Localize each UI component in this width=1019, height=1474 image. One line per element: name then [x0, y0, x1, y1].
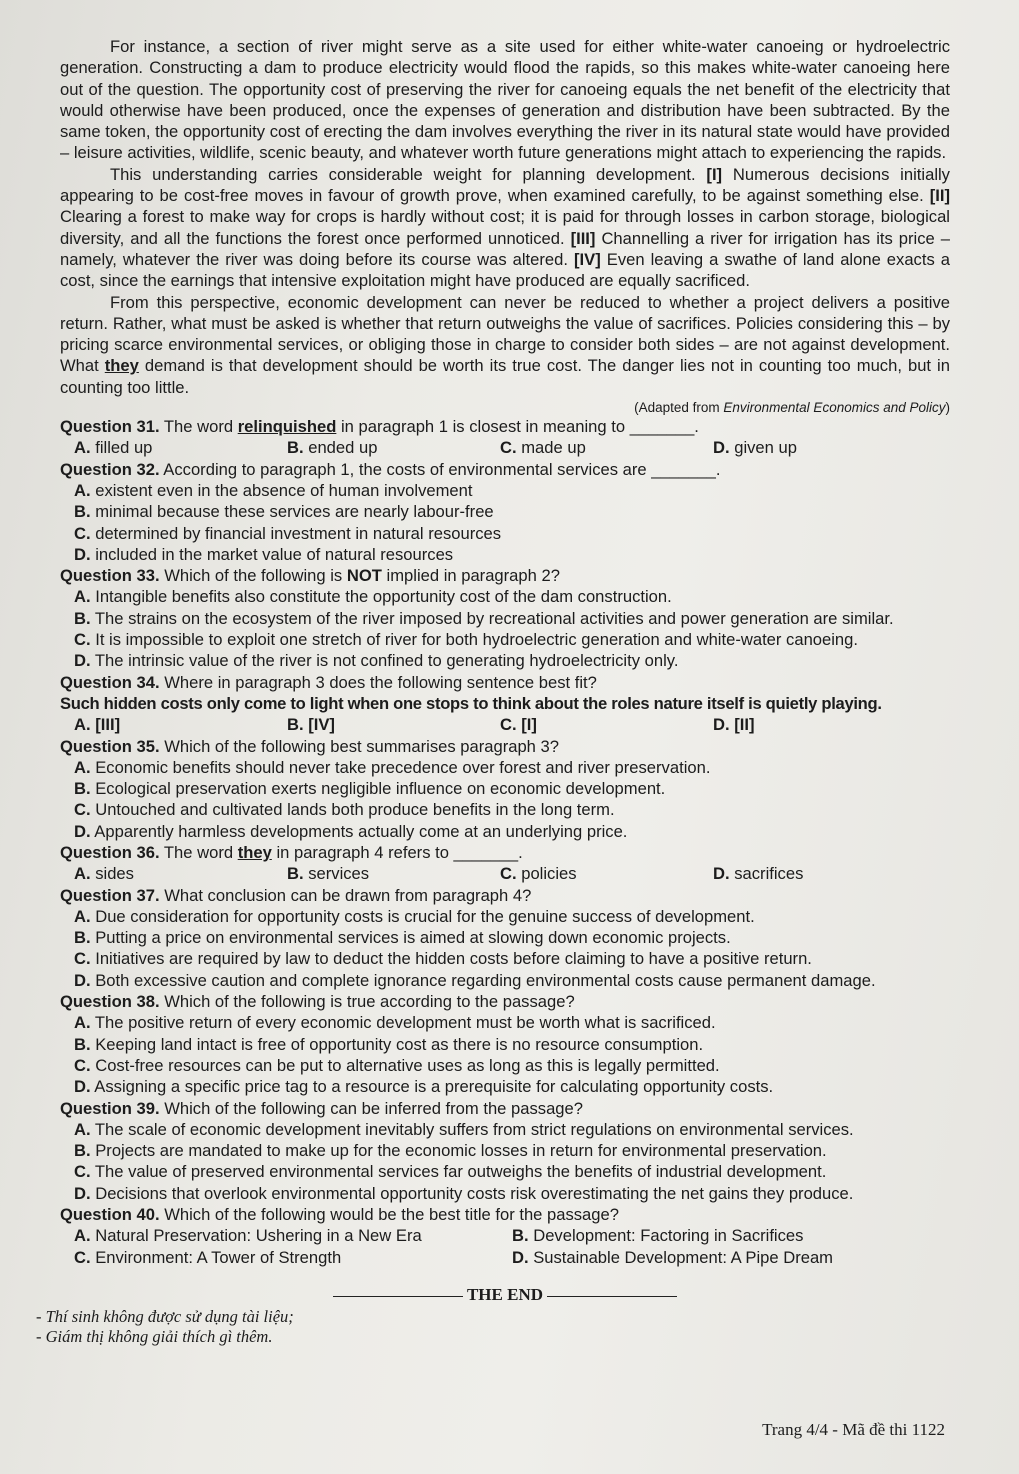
option-a[interactable]: A. Due consideration for opportunity costs is crucial for the genuine success of development.: [74, 906, 755, 926]
question-39: Question 39. Which of the following can be inferred from the passage? A. The scale of economic development inevitably suffers from strict regulations on environmental services. B. Projects are mandated to make up for the economic losses in return for environmental preservation. C. The value of preserved environmental services far outweighs the benefits of industrial development. D. Decisions that overlook environmental opportunity costs risk overestimating the net gains they produce.: [60, 1098, 950, 1204]
question-40: Question 40. Which of the following would be the best title for the passage? A. Natural Preservation: Ushering in a New Era B. Development: Factoring in Sacrifices C. Environment: A Tower of Strength D. Sustainable Development: A Pipe Dream: [60, 1204, 950, 1268]
option-c[interactable]: C. It is impossible to exploit one stretch of river for both hydroelectric generation and white-water canoeing.: [74, 630, 859, 650]
option-b[interactable]: B. Putting a price on environmental services is aimed at slowing down economic projects.: [74, 928, 731, 948]
option-b[interactable]: B. ended up: [287, 438, 378, 458]
option-b[interactable]: B. Projects are mandated to make up for the economic losses in return for environmental preservation.: [74, 1141, 827, 1161]
option-d[interactable]: D. sacrifices: [713, 864, 804, 884]
question-33: Question 33. Which of the following is NOT implied in paragraph 2? A. Intangible benefits also constitute the opportunity cost of the dam construction. B. The strains on the ecosystem of the river imposed by recreational activities and power generation are similar. C. It is impossible to exploit one stretch of river for both hydroelectric generation and white-water canoeing. D. The intrinsic value of the river is not confined to generating hydroelectricity only.: [60, 565, 950, 671]
option-b[interactable]: B. Ecological preservation exerts negligible influence on economic development.: [74, 779, 666, 799]
note-2: - Giám thị không giải thích gì thêm.: [36, 1327, 273, 1347]
option-d[interactable]: D. included in the market value of natural resources: [74, 544, 454, 564]
marker-III: [III]: [570, 228, 596, 248]
option-b[interactable]: B. services: [287, 864, 370, 884]
paragraph-2: For instance, a section of river might serve as a site used for either white-water canoeing or hydroelectric generation. Constructing a dam to produce electricity would flood the rapids, so this makes white-water canoeing here out of the question. The opportunity cost of preserving the river for canoeing equals the net benefit of the electricity that would otherwise have been produced, once the expenses of generation and distribution have been subtracted. By the same token, the opportunity cost of erecting the dam involves everything the river in its natural state would have provided – leisure activities, wildlife, scenic beauty, and whatever worth future generations might attach to experiencing the rapids.: [60, 37, 950, 163]
insert-sentence: Such hidden costs only come to light when one stops to think about the roles nature itself is quietly playing.: [60, 693, 882, 713]
option-d[interactable]: D. Sustainable Development: A Pipe Dream: [512, 1247, 833, 1267]
option-b[interactable]: B. Development: Factoring in Sacrifices: [512, 1226, 804, 1246]
option-d[interactable]: D. Decisions that overlook environmental opportunity costs risk overestimating the net gains they produce.: [74, 1183, 854, 1203]
note-1: - Thí sinh không được sử dụng tài liệu;: [36, 1307, 294, 1327]
question-31: Question 31. The word relinquished in paragraph 1 is closest in meaning to _______. A. filled up B. ended up C. made up D. given up: [60, 416, 950, 459]
option-a[interactable]: A. [III]: [74, 715, 121, 735]
option-a[interactable]: A. The positive return of every economic development must be worth what is sacrificed.: [74, 1013, 716, 1033]
page-content: [36, 36, 950, 1347]
option-b[interactable]: B. The strains on the ecosystem of the river imposed by recreational activities and power generation are similar.: [74, 608, 894, 628]
page-footer: Trang 4/4 - Mã đề thi 1122: [762, 1420, 945, 1439]
question-32: Question 32. According to paragraph 1, the costs of environmental services are _______. A. existent even in the absence of human involvement B. minimal because these services are nearly labour-free C. determined by financial investment in natural resources D. included in the market value of natural resources: [60, 459, 950, 565]
option-a[interactable]: A. Natural Preservation: Ushering in a New Era: [74, 1226, 422, 1246]
option-a[interactable]: A. The scale of economic development inevitably suffers from strict regulations on environmental services.: [74, 1119, 854, 1139]
option-a[interactable]: A. Intangible benefits also constitute the opportunity cost of the dam construction.: [74, 587, 672, 607]
source-citation: (Adapted from Environmental Economics and Policy): [634, 400, 950, 416]
question-34: Question 34. Where in paragraph 3 does the following sentence best fit? Such hidden costs only come to light when one stops to think about the roles nature itself is quietly playing. A. [III] B. [IV] C. [I] D. [II]: [60, 672, 950, 736]
option-c[interactable]: C. made up: [500, 438, 586, 458]
option-b[interactable]: B. Keeping land intact is free of opportunity cost as there is no resource consumption.: [74, 1034, 704, 1054]
option-c[interactable]: C. determined by financial investment in natural resources: [74, 523, 502, 543]
option-d[interactable]: D. Both excessive caution and complete ignorance regarding environmental costs cause permanent damage.: [74, 970, 876, 990]
option-d[interactable]: D. given up: [713, 438, 797, 458]
option-c[interactable]: C. Initiatives are required by law to deduct the hidden costs before claiming to have a positive return.: [74, 949, 812, 969]
option-d[interactable]: D. Assigning a specific price tag to a resource is a prerequisite for calculating opportunity costs.: [74, 1077, 774, 1097]
paragraph-3: This understanding carries considerable weight for planning development. [I] Numerous decisions initially appearing to be cost-free moves in favour of growth prove, when examined carefully, to be against something else. [II] Clearing a forest to make way for crops is hardly without cost; it is paid for through losses in carbon storage, biological diversity, and all the functions the forest once performed unnoticed. [III] Channelling a river for irrigation has its price – namely, whatever the river was doing before its course was altered. [IV] Even leaving a swathe of land alone exacts a cost, since the earnings that intensive exploitation might have produced are equally sacrificed.: [60, 164, 950, 291]
option-b[interactable]: B. [IV]: [287, 715, 335, 735]
keyword-they: they: [104, 356, 139, 376]
option-a[interactable]: A. filled up: [74, 438, 153, 458]
question-35: Question 35. Which of the following best summarises paragraph 3? A. Economic benefits should never take precedence over forest and river preservation. B. Ecological preservation exerts negligible influence on economic development. C. Untouched and cultivated lands both produce benefits in the long term. D. Apparently harmless developments actually come at an underlying price.: [60, 736, 950, 842]
option-c[interactable]: C. policies: [500, 864, 577, 884]
option-d[interactable]: D. The intrinsic value of the river is not confined to generating hydroelectricity only.: [74, 651, 679, 671]
option-a[interactable]: A. sides: [74, 864, 134, 884]
paragraph-4: From this perspective, economic development can never be reduced to whether a project delivers a positive return. Rather, what must be asked is whether that return outweighs the value of sacrifices. Policies considering this – by pricing scarce environmental services, or obliging those in charge to consider both sides – are not against development. What they demand is that development should be worth its true cost. The danger lies not in counting too much, but in counting too little.: [60, 292, 950, 397]
marker-II: [II]: [929, 186, 950, 206]
option-c[interactable]: C. Untouched and cultivated lands both produce benefits in the long term.: [74, 800, 615, 820]
option-a[interactable]: A. existent even in the absence of human involvement: [74, 480, 473, 500]
option-a[interactable]: A. Economic benefits should never take precedence over forest and river preservation.: [74, 757, 711, 777]
option-b[interactable]: B. minimal because these services are nearly labour-free: [74, 502, 494, 522]
question-36: Question 36. The word they in paragraph 4 refers to _______. A. sides B. services C. policies D. sacrifices: [60, 842, 950, 885]
option-d[interactable]: D. Apparently harmless developments actually come at an underlying price.: [74, 821, 628, 841]
option-c[interactable]: C. Cost-free resources can be put to alternative uses as long as this is legally permitted.: [74, 1055, 720, 1075]
option-c[interactable]: C. Environment: A Tower of Strength: [74, 1247, 342, 1267]
option-d[interactable]: D. [II]: [713, 715, 755, 735]
question-38: Question 38. Which of the following is true according to the passage? A. The positive return of every economic development must be worth what is sacrificed. B. Keeping land intact is free of opportunity cost as there is no resource consumption. C. Cost-free resources can be put to alternative uses as long as this is legally permitted. D. Assigning a specific price tag to a resource is a prerequisite for calculating opportunity costs.: [60, 991, 950, 1097]
marker-I: [I]: [706, 164, 723, 184]
exam-notes: [36, 1307, 950, 1347]
marker-IV: [IV]: [574, 249, 601, 269]
option-c[interactable]: C. [I]: [500, 715, 537, 735]
option-c[interactable]: C. The value of preserved environmental services far outweighs the benefits of industrial development.: [74, 1162, 827, 1182]
the-end-marker: THE END: [60, 1284, 950, 1305]
question-37: Question 37. What conclusion can be drawn from paragraph 4? A. Due consideration for opportunity costs is crucial for the genuine success of development. B. Putting a price on environmental services is aimed at slowing down economic projects. C. Initiatives are required by law to deduct the hidden costs before claiming to have a positive return. D. Both excessive caution and complete ignorance regarding environmental costs cause permanent damage.: [60, 885, 950, 991]
